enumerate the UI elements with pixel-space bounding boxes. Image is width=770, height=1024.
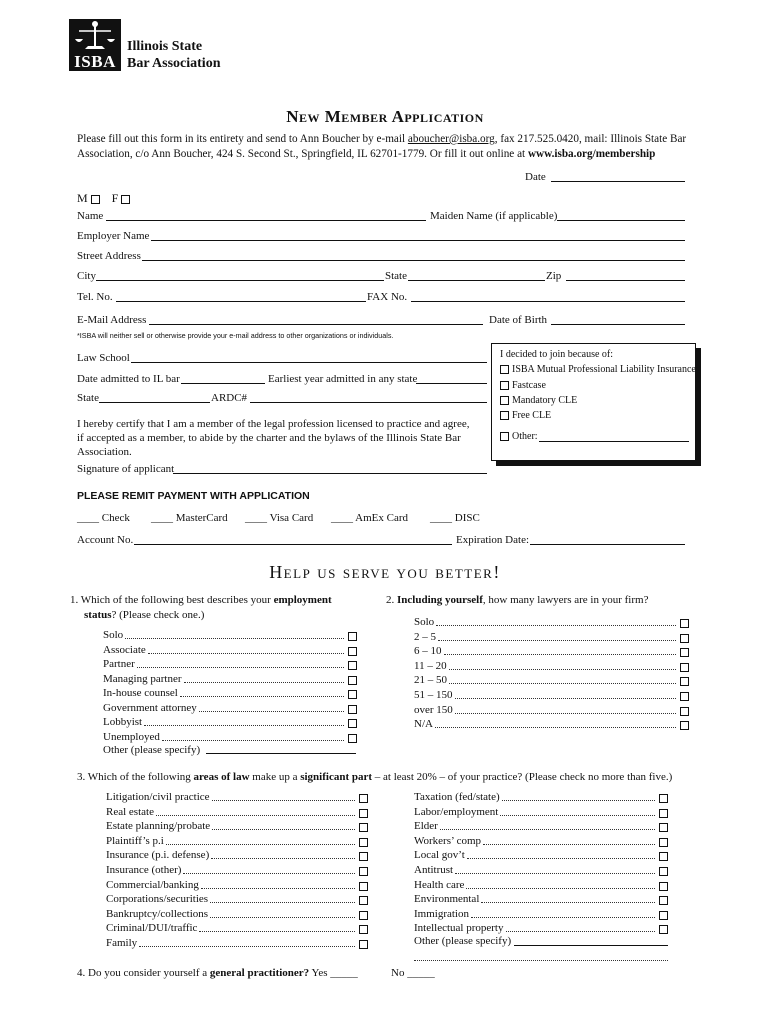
q3-right-option-label: Environmental [414,893,480,906]
reason-checkbox[interactable] [500,411,509,420]
org-name-line2: Bar Association [127,56,221,71]
q3-right-option[interactable] [414,894,668,905]
q3-left-option-label: Family [106,937,138,949]
blank: ____ [430,512,452,524]
dot-leader [199,931,355,932]
dot-leader [444,654,677,655]
q3-right-checkbox[interactable] [659,823,668,832]
q2-option[interactable] [414,661,689,672]
dot-leader [162,740,344,741]
city-label: City [77,270,96,282]
pay-label: MasterCard [175,512,228,524]
q3-question [77,772,672,783]
q1-checkbox[interactable] [348,661,357,670]
dot-leader [212,829,355,830]
male-label: M [77,191,88,205]
q1-checkbox[interactable] [348,632,357,641]
q3-left-option[interactable] [106,792,368,803]
q3-text-3: – at least 20% – of your practice? (Please check no more than five.) [372,771,673,783]
q3-left-option-label: Real estate [106,805,154,818]
law-school-field[interactable] [131,362,487,363]
q2-checkbox[interactable] [680,663,689,672]
help-title: Help us serve you better! [269,562,501,582]
q2-option[interactable] [414,675,689,686]
q2-option-label: N/A [414,718,433,731]
q3-left-option[interactable] [106,836,368,847]
earliest-year-label: Earliest year admitted in any state [268,373,418,385]
city-field[interactable] [96,280,384,281]
q2-question [386,595,648,606]
q3-left-option-label: Estate planning/probate [106,820,211,833]
name-field[interactable] [106,220,426,221]
q3-right-checkbox[interactable] [659,809,668,818]
state2-field[interactable] [99,402,210,403]
reason-checkbox[interactable] [500,432,509,441]
q3-left-option[interactable] [106,865,368,876]
q1-option[interactable] [103,732,357,743]
q1-checkbox[interactable] [348,647,357,656]
reasons-box [491,343,696,461]
q2-option-label: 51 – 150 [414,689,453,701]
certify-line2: if accepted as a member, to abide by the charter and the bylaws of the Illinois State Bar [77,432,461,444]
q4-no[interactable]: No _____ [391,967,435,979]
q4-text: 4. Do you consider yourself a [77,967,210,979]
reason-label: Mandatory CLE [512,395,578,406]
email-label: E-Mail Address [77,314,147,326]
q1-checkbox[interactable] [348,676,357,685]
q3-right-checkbox[interactable] [659,794,668,803]
street-field[interactable] [142,260,685,261]
q3-left-option-label: Corporations/securities [106,893,209,906]
dot-leader [180,696,344,697]
reason-label: Fastcase [512,380,546,391]
q3-left-checkbox[interactable] [359,823,368,832]
expiration-label: Expiration Date: [456,534,530,546]
pay-label: AmEx Card [355,512,409,524]
dot-leader [166,844,355,845]
q2-option-label: 11 – 20 [414,659,447,672]
q3-bold-1: areas of law [193,771,250,783]
q1-checkbox[interactable] [348,705,357,714]
dot-leader [455,873,655,874]
q3-left-checkbox[interactable] [359,852,368,861]
fax-field[interactable] [411,301,685,302]
dot-leader [440,829,655,830]
q2-option-label: 2 – 5 [414,630,436,643]
email-note: *ISBA will neither sell or otherwise provide your e-mail address to other organizations or individuals. [77,331,394,340]
q3-left-option[interactable] [106,938,368,949]
dot-leader [144,725,344,726]
q2-option-label: 6 – 10 [414,645,442,658]
q1-option-label: Solo [103,629,124,641]
blank: ____ [245,512,267,524]
dot-leader [148,653,344,654]
ardc-field[interactable] [250,402,487,403]
q3-bold-2: significant part [300,771,373,783]
q2-option[interactable] [414,705,689,716]
q3-right-option[interactable] [414,909,668,920]
pay-mastercard[interactable] [151,513,228,524]
q2-option-label: over 150 [414,703,453,716]
dot-leader [435,727,676,728]
dot-leader [210,917,355,918]
q3-right-option-label: Elder [414,820,438,833]
q4-no-wrap [391,968,435,979]
q3-right-checkbox[interactable] [659,867,668,876]
law-school-label: Law School [77,352,130,364]
certify-line3: Association. [77,446,132,458]
male-checkbox[interactable] [91,195,100,204]
q3-left-option[interactable] [106,909,368,920]
dot-leader [139,946,355,947]
signature-label: Signature of applicant [77,463,175,475]
female-label: F [111,191,119,205]
dob-label: Date of Birth [489,314,548,326]
q3-right-checkbox[interactable] [659,911,668,920]
q3-text: 3. Which of the following [77,771,194,783]
reason-fastcase[interactable] [500,381,546,391]
maiden-name-field[interactable] [557,220,685,221]
zip-field[interactable] [566,280,685,281]
q4-bold: general practitioner? [209,967,310,979]
q1-bold: employment [273,594,332,606]
page-title: New Member Application [286,107,484,126]
q3-text-2: make up a [249,771,301,783]
intro-text-3: Association, c/o Ann Boucher, 424 S. Second St., Springfield, IL 62701-1779. Or fill it out online at [77,148,528,160]
q3-left-option[interactable] [106,894,368,905]
employer-field[interactable] [151,240,685,241]
account-label: Account No. [77,534,134,546]
pay-visa[interactable] [245,513,313,524]
q1-option-label: Partner [103,658,135,670]
q1-option[interactable] [103,674,357,685]
tel-field[interactable] [116,301,366,302]
q3-right-option[interactable] [414,836,668,847]
isba-logo [69,19,121,71]
intro-text: Please fill out this form in its entirety and send to Ann Boucher by e-mail [77,133,408,145]
employer-label: Employer Name [77,230,150,242]
state-label: State [385,270,407,282]
q3-right-option[interactable] [414,865,668,876]
dot-leader [201,888,355,889]
q1-option-label: Unemployed [103,730,160,743]
q1-option[interactable] [103,703,357,714]
reason-label: ISBA Mutual Professional Liability Insurance [512,364,696,375]
reason-free-cle[interactable] [500,411,551,421]
q2-checkbox[interactable] [680,634,689,643]
q1-other-field[interactable] [206,753,356,754]
q3-right-option[interactable] [414,880,668,891]
dot-leader [455,713,676,714]
pay-label: Visa Card [269,512,314,524]
pay-amex[interactable] [331,513,408,524]
dot-leader [471,917,655,918]
q3-right-checkbox[interactable] [659,838,668,847]
dot-leader [449,683,676,684]
certify-line1: I hereby certify that I am a member of the legal profession licensed to practice and agree, [77,418,470,430]
q2-text: , how many lawyers are in your firm? [482,594,649,606]
logo-abbrev: ISBA [74,52,116,71]
q3-left-option-label: Bankruptcy/collections [106,907,209,920]
q1-option[interactable] [103,717,357,728]
dot-leader [137,667,344,668]
q1-option[interactable] [103,659,357,670]
reason-checkbox[interactable] [500,396,509,405]
reason-other[interactable] [500,432,538,442]
reason-label: Other: [512,431,538,442]
q3-left-checkbox[interactable] [359,809,368,818]
q1-option-label: In-house counsel [103,687,178,699]
reason-mandatory-cle[interactable] [500,396,577,406]
dob-field[interactable] [551,324,685,325]
q3-right-option-label: Health care [414,878,465,891]
dot-leader [210,902,355,903]
dot-leader [436,625,676,626]
date-admitted-field[interactable] [181,383,265,384]
reason-liability[interactable] [500,365,696,375]
dot-leader [184,682,345,683]
q1-option-label: Lobbyist [103,716,143,728]
dot-leader [455,698,677,699]
dot-leader [502,800,655,801]
q3-right-option[interactable] [414,807,668,818]
q3-right-option-label: Immigration [414,907,469,920]
q3-left-checkbox[interactable] [359,940,368,949]
dot-leader [483,844,655,845]
earliest-year-field[interactable] [416,383,487,384]
q1-other [103,745,200,756]
q3-other-field[interactable] [514,945,668,946]
q3-left-option-label: Plaintiff’s p.i [106,834,164,847]
q2-checkbox[interactable] [680,721,689,730]
reason-other-field[interactable] [539,441,689,442]
q3-left-checkbox[interactable] [359,838,368,847]
q1-option[interactable] [103,630,357,641]
email-link[interactable]: aboucher@isba.org [407,133,495,145]
q3-left-option-label: Insurance (other) [106,864,182,876]
q3-right-option-label: Taxation (fed/state) [414,791,500,803]
q1-question [70,595,332,606]
q3-right-option-label: Local gov’t [414,849,465,862]
q2-option[interactable] [414,632,689,643]
dot-leader [125,638,344,639]
state-field[interactable] [408,280,545,281]
pay-check[interactable] [77,513,130,524]
account-field[interactable] [134,544,452,545]
q3-left-checkbox[interactable] [359,794,368,803]
q2-bold: Including yourself [397,594,483,606]
q2-option[interactable] [414,690,689,701]
pay-disc[interactable] [430,513,480,524]
q3-right-option-label: Antitrust [414,864,454,876]
q1-other-label: Other (please specify) [103,744,201,756]
q2-option[interactable] [414,617,689,628]
dot-leader [183,873,355,874]
intro-line1 [77,134,686,145]
q2-option-label: 21 – 50 [414,674,447,687]
blank: ____ [331,512,353,524]
q2-checkbox[interactable] [680,648,689,657]
q3-left-option[interactable] [106,880,368,891]
q3-right-option[interactable] [414,850,668,861]
q3-left-option-label: Commercial/banking [106,878,199,891]
intro-line2 [77,149,655,160]
q3-left-option[interactable] [106,923,368,934]
q3-right-checkbox[interactable] [659,882,668,891]
dot-leader [199,711,344,712]
dot-leader [467,858,655,859]
q1-checkbox[interactable] [348,690,357,699]
date-field[interactable] [551,181,685,182]
q1-option[interactable] [103,688,357,699]
q2-num: 2. [386,594,397,606]
female-checkbox[interactable] [121,195,130,204]
q3-other-label: Other (please specify) [414,935,512,947]
dot-leader [449,669,676,670]
dot-leader [438,640,676,641]
state2-label: State [77,392,99,404]
q1-option[interactable] [103,645,357,656]
blank: ____ [77,512,99,524]
q4-yes[interactable]: Yes _____ [309,967,358,979]
street-label: Street Address [77,250,141,262]
reasons-heading: I decided to join because of: [500,349,614,360]
q3-right-checkbox[interactable] [659,896,668,905]
blank: ____ [151,512,173,524]
q1-option-label: Government attorney [103,701,197,714]
membership-url[interactable]: www.isba.org/membership [527,148,656,160]
maiden-name-label: Maiden Name (if applicable) [430,210,558,222]
q2-checkbox[interactable] [680,677,689,686]
q3-right-checkbox[interactable] [659,925,668,934]
q2-checkbox[interactable] [680,707,689,716]
q4-question [77,968,358,979]
q3-left-checkbox[interactable] [359,867,368,876]
q3-right-checkbox[interactable] [659,852,668,861]
q3-left-option[interactable] [106,850,368,861]
scales-emblem [69,19,121,53]
q3-left-option-label: Criminal/DUI/traffic [106,922,198,935]
reason-label: Free CLE [512,410,552,421]
q3-right-option[interactable] [414,923,668,934]
dot-leader [156,815,355,816]
intro-text-2: , fax 217.525.0420, mail: Illinois State Bar [494,133,687,145]
q3-right-option-label: Intellectual property [414,922,504,935]
q3-left-option[interactable] [106,807,368,818]
gender-select [77,192,133,204]
dot-leader [212,800,355,801]
q1-bold-2: status [84,609,112,621]
email-field[interactable] [149,324,483,325]
q3-left-checkbox[interactable] [359,911,368,920]
tel-label: Tel. No. [77,291,113,303]
q1-option-label: Associate [103,643,146,656]
q3-left-option[interactable] [106,821,368,832]
q3-left-option-label: Litigation/civil practice [106,791,210,803]
expiration-field[interactable] [530,544,685,545]
pay-label: DISC [454,512,480,524]
org-name-line1: Illinois State [127,39,203,54]
dot-leader [466,888,655,889]
signature-field[interactable] [173,473,487,474]
date-label: Date [525,171,546,183]
ardc-label: ARDC# [211,392,248,404]
q3-other-field-2[interactable] [414,960,668,961]
q1-checkbox[interactable] [348,719,357,728]
q3-left-checkbox[interactable] [359,925,368,934]
q2-option[interactable] [414,646,689,657]
q2-checkbox[interactable] [680,692,689,701]
q3-left-option-label: Insurance (p.i. defense) [106,849,210,862]
q1-checkbox[interactable] [348,734,357,743]
q1-question-2 [84,610,204,621]
pay-label: Check [101,512,130,524]
q3-left-checkbox[interactable] [359,882,368,891]
q1-text-2: ? (Please check one.) [111,609,205,621]
reason-checkbox[interactable] [500,381,509,390]
dot-leader [211,858,355,859]
date-admitted-label: Date admitted to IL bar [77,373,180,385]
payment-heading: PLEASE REMIT PAYMENT WITH APPLICATION [77,490,310,502]
fax-label: FAX No. [367,291,408,303]
q1-option-label: Managing partner [103,672,182,685]
q3-other [414,936,511,947]
q2-checkbox[interactable] [680,619,689,628]
q1-text: 1. Which of the following best describes your [70,594,274,606]
q2-option-label: Solo [414,616,435,628]
zip-label: Zip [546,270,562,282]
q3-right-option[interactable] [414,792,668,803]
q3-left-checkbox[interactable] [359,896,368,905]
dot-leader [481,902,655,903]
dot-leader [500,815,655,816]
q3-right-option-label: Workers’ comp [414,834,482,847]
reason-checkbox[interactable] [500,365,509,374]
dot-leader [506,931,656,932]
q2-option[interactable] [414,719,689,730]
q3-right-option-label: Labor/employment [414,805,499,818]
q3-right-option[interactable] [414,821,668,832]
name-label: Name [77,210,104,222]
